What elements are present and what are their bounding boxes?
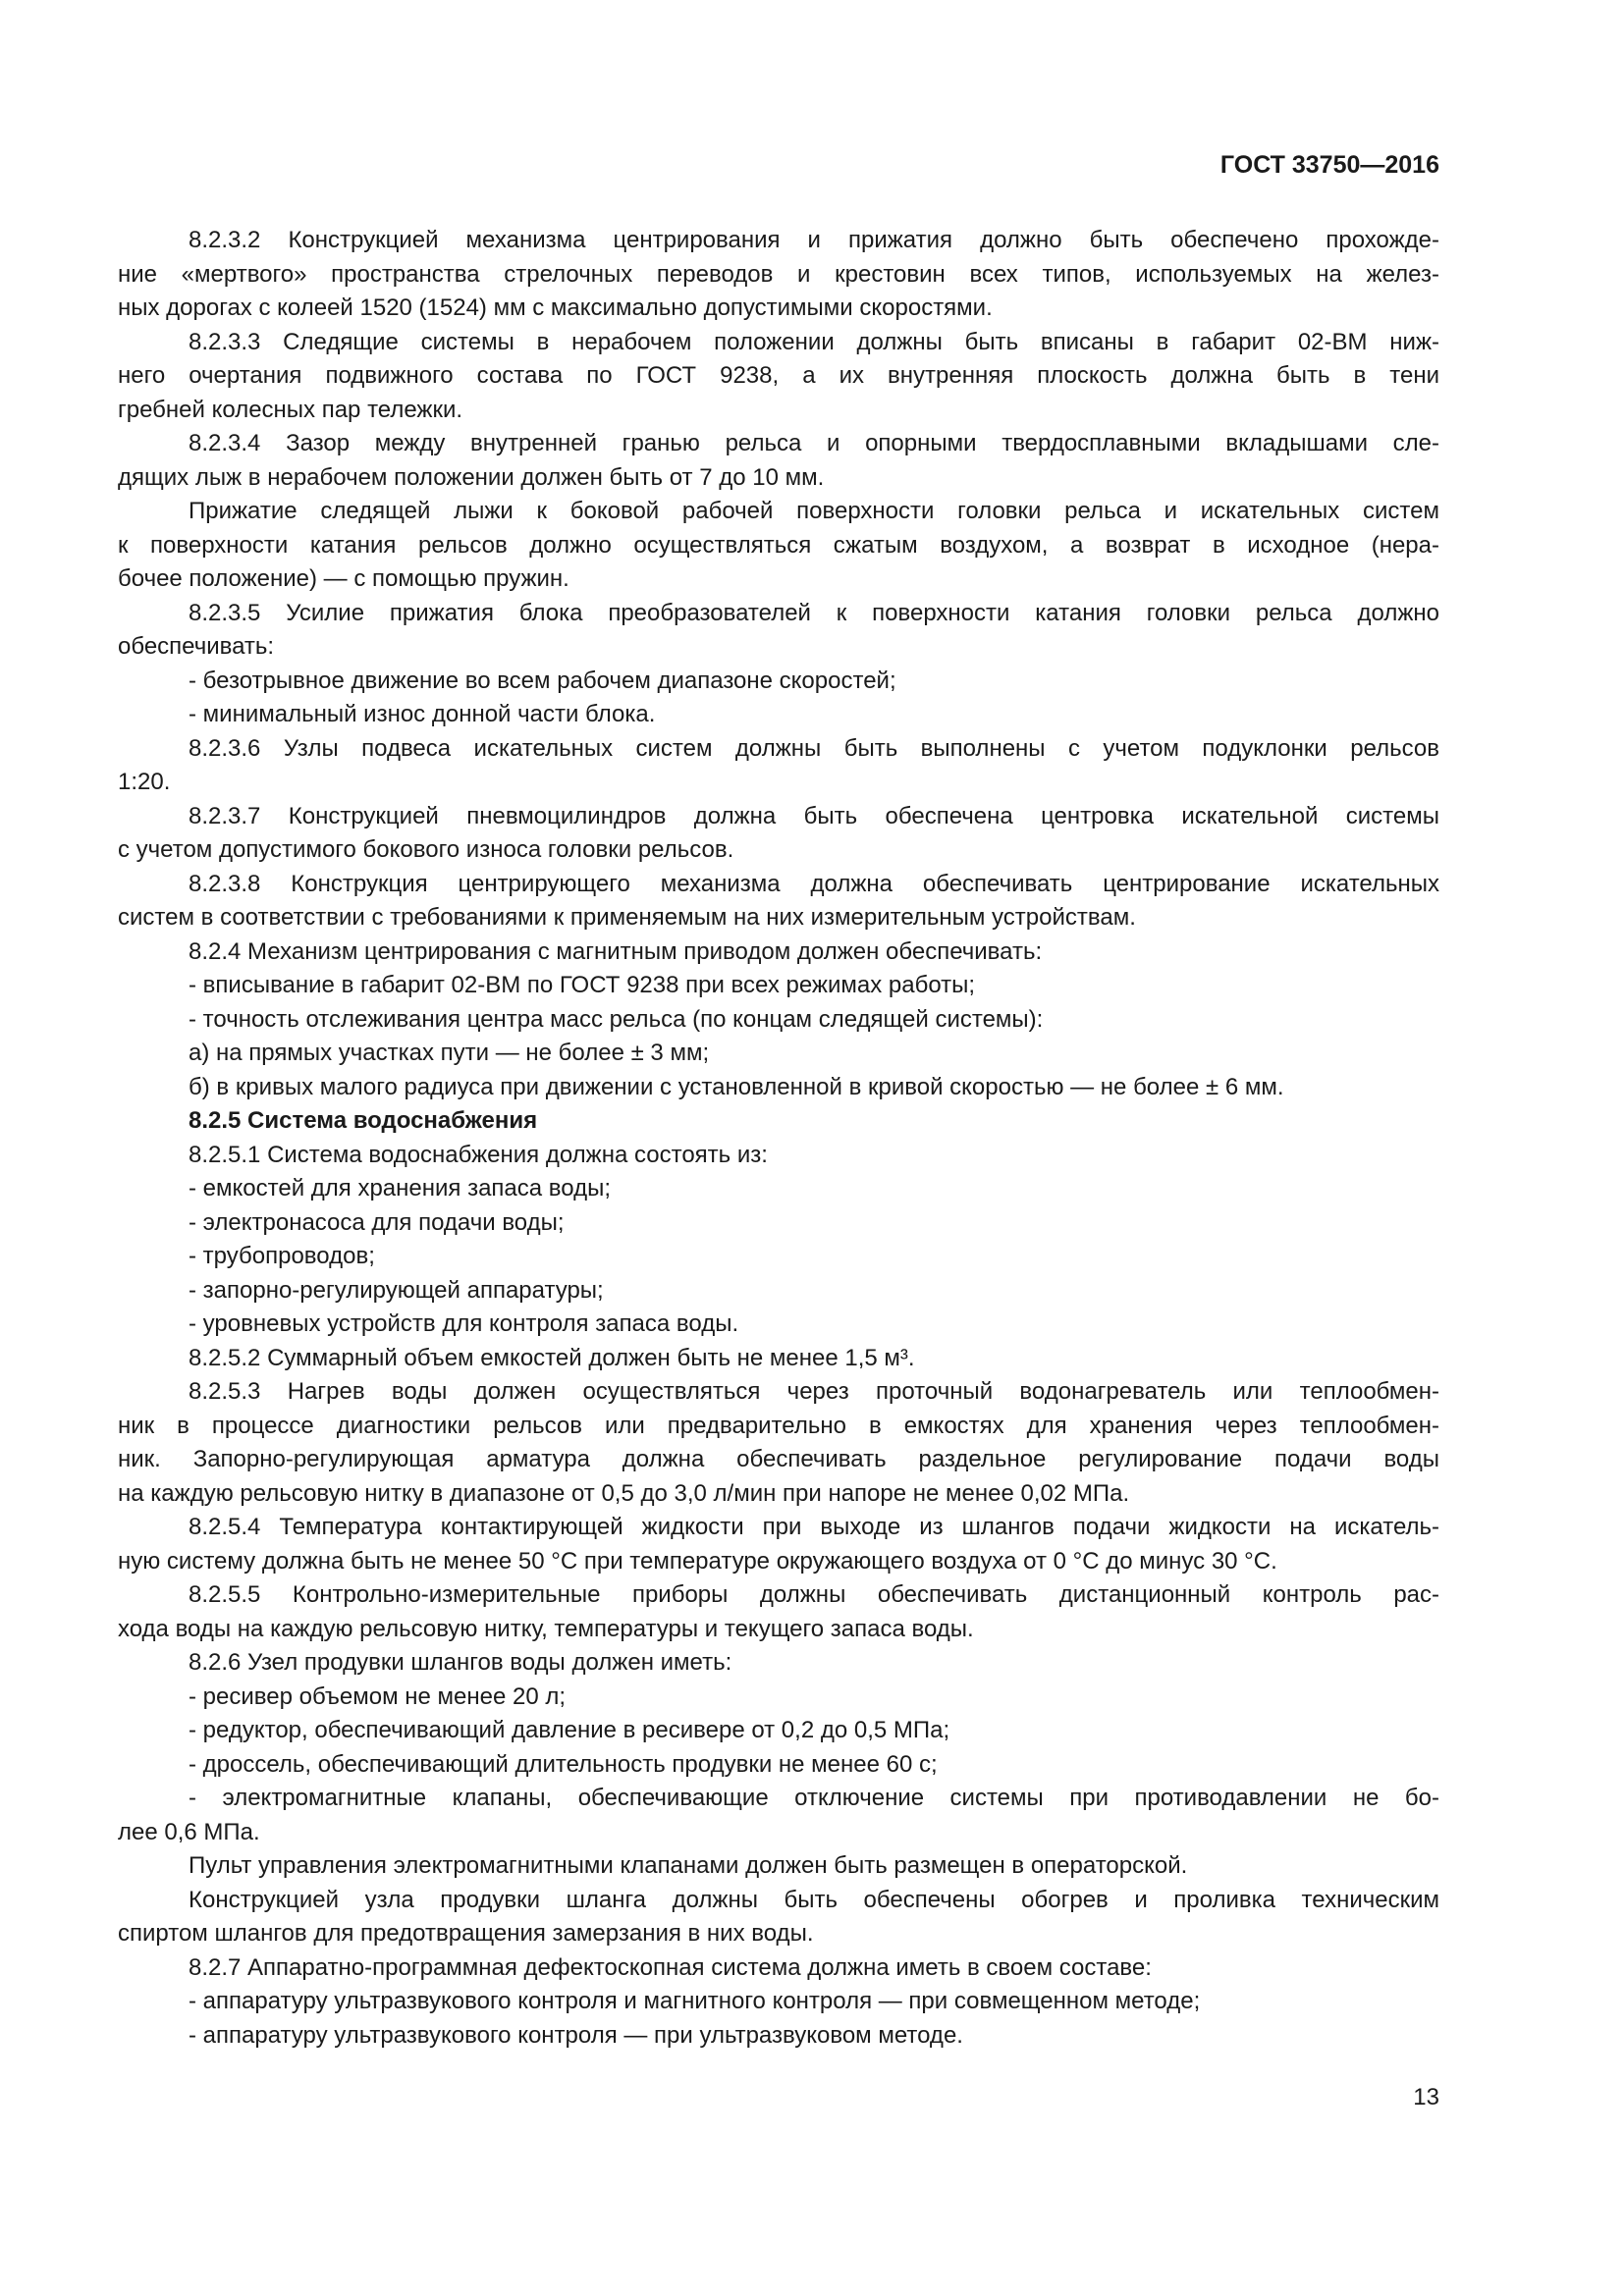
- body-text-line: 8.2.3.7 Конструкцией пневмоцилиндров должна быть обеспечена центровка искательной системы: [189, 802, 1439, 829]
- body-text-line: 8.2.5.4 Температура контактирующей жидкости при выходе из шлангов подачи жидкости на искатель-: [189, 1514, 1439, 1540]
- list-item-line: - дроссель, обеспечивающий длительность продувки не менее 60 с;: [189, 1750, 938, 1778]
- list-item-line: лее 0,6 МПа.: [118, 1818, 260, 1845]
- body-text-line: 8.2.3.2 Конструкцией механизма центрирования и прижатия должно быть обеспечено прохожде-: [189, 227, 1439, 253]
- body-text-line: 8.2.5.5 Контрольно-измерительные приборы должны обеспечивать дистанционный контроль рас-: [189, 1581, 1439, 1608]
- list-item-line: - уровневых устройств для контроля запаса воды.: [189, 1310, 739, 1337]
- body-text-line: 8.2.3.4 Зазор между внутренней гранью рельса и опорными твердосплавными вкладышами сле-: [189, 430, 1439, 456]
- list-item-line: - электронасоса для подачи воды;: [189, 1208, 565, 1236]
- body-text-line: Прижатие следящей лыжи к боковой рабочей поверхности головки рельса и искательных систем: [189, 498, 1439, 524]
- body-text-line: 8.2.5.2 Суммарный объем емкостей должен быть не менее 1,5 м³.: [189, 1344, 915, 1371]
- page-number: 13: [1413, 2084, 1439, 2110]
- body-text-line: 8.2.5.3 Нагрев воды должен осуществляться через проточный водонагреватель или теплообмен-: [189, 1378, 1439, 1405]
- list-item-line: - емкостей для хранения запаса воды;: [189, 1175, 611, 1201]
- body-text-line: бочее положение) — с помощью пружин.: [118, 565, 569, 592]
- body-text-line: ных дорогах с колеей 1520 (1524) мм с максимально допустимыми скоростями.: [118, 294, 993, 321]
- body-text-line: 8.2.6 Узел продувки шлангов воды должен иметь:: [189, 1649, 732, 1676]
- body-text-line: Пульт управления электромагнитными клапанами должен быть размещен в операторской.: [189, 1852, 1188, 1879]
- list-item-line: а) на прямых участках пути — не более ± 3 мм;: [189, 1040, 710, 1066]
- body-text-line: с учетом допустимого бокового износа головки рельсов.: [118, 836, 734, 863]
- body-text-line: ник. Запорно-регулирующая арматура должна обеспечивать раздельное регулирование подачи воды: [118, 1446, 1439, 1472]
- section-heading: 8.2.5 Система водоснабжения: [189, 1107, 538, 1134]
- list-item-line: - трубопроводов;: [189, 1243, 375, 1269]
- list-item-line: - минимальный износ донной части блока.: [189, 701, 656, 727]
- body-text-line: обеспечивать:: [118, 633, 275, 660]
- list-item-line: - аппаратуру ультразвукового контроля и магнитного контроля — при совмещенном методе;: [189, 1988, 1201, 2014]
- body-text-line: 8.2.3.3 Следящие системы в нерабочем положении должны быть вписаны в габарит 02-ВМ ниж-: [189, 328, 1439, 355]
- body-text-line: гребней колесных пар тележки.: [118, 396, 463, 423]
- document-code: ГОСТ 33750—2016: [1219, 151, 1439, 179]
- body-text-line: 1:20.: [118, 769, 171, 795]
- body-text-line: 8.2.5.1 Система водоснабжения должна состоять из:: [189, 1141, 768, 1168]
- body-text-line: спиртом шлангов для предотвращения замерзания в них воды.: [118, 1920, 814, 1947]
- list-item-line: - электромагнитные клапаны, обеспечивающие отключение системы при противодавлении не бо-: [189, 1785, 1439, 1811]
- body-text-line: 8.2.3.5 Усилие прижатия блока преобразователей к поверхности катания головки рельса должно: [189, 599, 1439, 626]
- list-item-line: б) в кривых малого радиуса при движении с установленной в кривой скоростью — не более ± 6 мм.: [189, 1073, 1284, 1100]
- body-text-line: 8.2.3.8 Конструкция центрирующего механизма должна обеспечивать центрирование искательных: [189, 870, 1439, 897]
- document-body: [118, 224, 1439, 2053]
- body-text-line: 8.2.3.6 Узлы подвеса искательных систем должны быть выполнены с учетом подуклонки рельсов: [189, 734, 1439, 762]
- body-text-line: ник в процессе диагностики рельсов или предварительно в емкостях для хранения через теплообмен-: [118, 1412, 1439, 1439]
- body-text-line: хода воды на каждую рельсовую нитку, температуры и текущего запаса воды.: [118, 1615, 974, 1642]
- body-text-line: Конструкцией узла продувки шланга должны быть обеспечены обогрев и проливка техническим: [189, 1886, 1439, 1913]
- list-item-line: - безотрывное движение во всем рабочем диапазоне скоростей;: [189, 667, 896, 694]
- body-text-line: него очертания подвижного состава по ГОСТ 9238, а их внутренняя плоскость должна быть в тени: [118, 362, 1439, 389]
- list-item-line: - точность отслеживания центра масс рельса (по концам следящей системы):: [189, 1005, 1044, 1033]
- list-item-line: - вписывание в габарит 02-ВМ по ГОСТ 9238 при всех режимах работы;: [189, 972, 976, 998]
- body-text-line: дящих лыж в нерабочем положении должен быть от 7 до 10 мм.: [118, 463, 825, 491]
- body-text-line: 8.2.7 Аппаратно-программная дефектоскопная система должна иметь в своем составе:: [189, 1953, 1152, 1981]
- body-text-line: к поверхности катания рельсов должно осуществляться сжатым воздухом, а возврат в исходное (нера-: [118, 531, 1439, 559]
- body-text-line: систем в соответствии с требованиями к применяемым на них измерительным устройствам.: [118, 904, 1136, 931]
- list-item-line: - аппаратуру ультразвукового контроля — при ультразвуковом методе.: [189, 2021, 963, 2049]
- body-text-line: ную систему должна быть не менее 50 °С при температуре окружающего воздуха от 0 °С до минус 30 °С.: [118, 1547, 1277, 1575]
- list-item-line: - редуктор, обеспечивающий давление в ресивере от 0,2 до 0,5 МПа;: [189, 1717, 950, 1743]
- list-item-line: - ресивер объемом не менее 20 л;: [189, 1682, 567, 1710]
- list-item-line: - запорно-регулирующей аппаратуры;: [189, 1276, 604, 1304]
- body-text-line: 8.2.4 Механизм центрирования с магнитным приводом должен обеспечивать:: [189, 937, 1043, 965]
- body-text-line: ние «мертвого» пространства стрелочных переводов и крестовин всех типов, используемых на желез-: [118, 260, 1439, 288]
- body-text-line: на каждую рельсовую нитку в диапазоне от 0,5 до 3,0 л/мин при напоре не менее 0,02 МПа.: [118, 1479, 1130, 1507]
